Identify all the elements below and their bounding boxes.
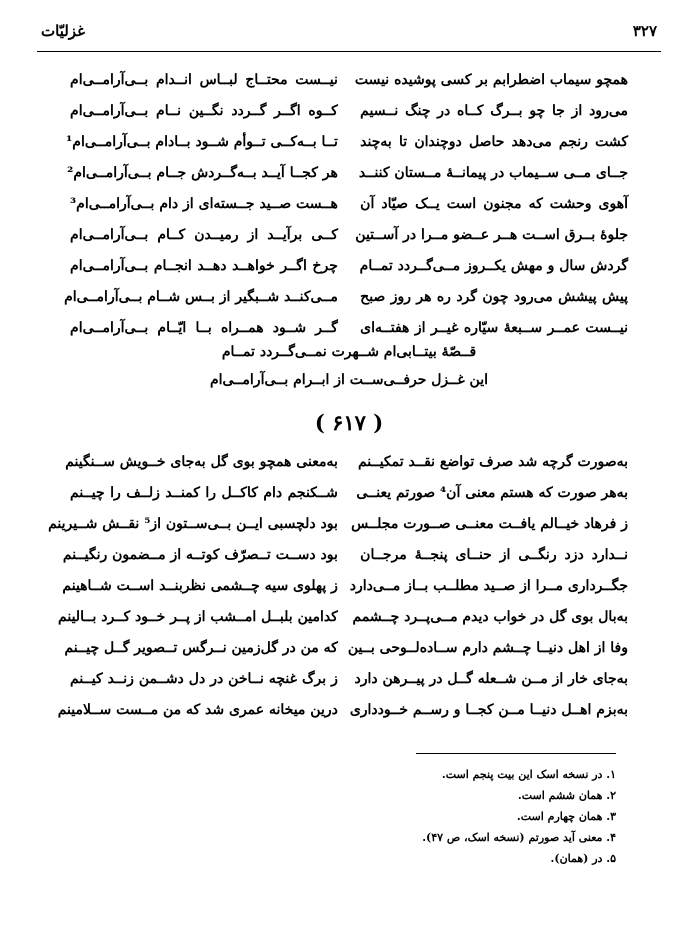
footnote: ۱. در نسخه اسک این بیت پنجم است. [441, 768, 616, 781]
couplet [70, 188, 628, 219]
hemistich-second: نیــست محتــاج لبــاس انــدام بــی‌آرامــی‌ام [70, 71, 338, 88]
hemistich-first: به‌هر صورت که هستم معنی آن⁴ صورتم یعنــی [356, 484, 628, 501]
hemistich-second: بود دلچسبی ایــن بــی‌ســتون از⁵ نقــش شــیرینم [48, 515, 338, 532]
ghazal-617 [48, 446, 628, 725]
header-rule [37, 51, 661, 52]
hemistich-second: شــکنجم دام کاکــل را کمنــد زلــف را چیــنم [70, 484, 338, 501]
couplet [66, 126, 628, 157]
hemistich-first: نــدارد دزد رنگــی از حنــای پنجــهٔ مرجــان [360, 546, 628, 563]
couplet [70, 219, 628, 250]
closing-couplet [0, 338, 698, 394]
hemistich-first: به‌بزم اهــل دنیــا مــن کجــا و رســم خــودداری [349, 701, 628, 718]
hemistich-first: به‌جای خار از مــن شــعله گــل در پیــرهن دارد [354, 670, 628, 687]
hemistich-first: می‌رود از جا چو بــرگ کــاه در چنگ نــسیم [360, 102, 628, 119]
hemistich-first: جــای مــی ســیماب در پیمانــهٔ مــستان کننــد [358, 164, 628, 181]
hemistich-second: به‌معنی همچو بوی گل به‌جای خــویش ســنگینم [65, 453, 338, 470]
couplet [64, 632, 628, 663]
hemistich-first: پیش پیشش می‌رود چون گرد ره هر روز صبح [360, 288, 628, 305]
footnote: ۴. معنی آید صورتم (نسخه اسک، ص ۴۷). [422, 831, 616, 844]
ghazal-number: ( ۶۱۷ ) [314, 410, 384, 435]
couplet [58, 601, 628, 632]
hemistich-second: که من در گل‌زمین نــرگس تــصویر گــل چیــنم [64, 639, 338, 656]
hemistich-second: مــی‌کنــد شــبگیر از بــس شــام بــی‌آرامــی‌ام [64, 288, 338, 305]
couplet [70, 95, 628, 126]
page-header [37, 22, 661, 46]
hemistich-second: هــست صــید جــسته‌ای از دام بــی‌آرامــی‌ام³ [70, 195, 338, 212]
footnote: ۳. همان چهارم است. [516, 810, 616, 823]
couplet [48, 508, 628, 539]
couplet [67, 157, 628, 188]
closing-line-first: قــصّهٔ بیتــابی‌ام شــهرت نمــی‌گــردد تمــام [221, 344, 477, 360]
couplet [70, 477, 628, 508]
hemistich-first: جلوهٔ بــرق اســت هــر عــضو مــرا در آســتین [355, 226, 628, 243]
hemistich-first: به‌صورت گرچه شد صرف تواضع نقــد تمکیــنم [357, 453, 628, 470]
couplet [70, 663, 628, 694]
couplet [62, 539, 628, 570]
hemistich-first: ز فرهاد خیــالم یافــت معنــی صــورت مجلــس [351, 515, 628, 532]
couplet [65, 446, 628, 477]
hemistich-first: گردش سال و مهش یکــروز مــی‌گــردد تمــام [359, 257, 628, 274]
hemistich-second: کدامین بلبــل امــشب از پــر خــود کــرد بــالینم [58, 608, 338, 625]
couplet [64, 281, 628, 312]
page-number: ۳۲۷ [632, 22, 657, 40]
footnote-rule [416, 753, 616, 754]
hemistich-second: کــی برآیــد از رمیــدن کــام بــی‌آرامــی‌ام [70, 226, 338, 243]
footnotes [96, 764, 616, 869]
hemistich-second: هر کجــا آیــد بــه‌گــردش جــام بــی‌آرامــی‌ام² [67, 164, 338, 181]
hemistich-second: چرخ اگــر خواهــد دهــد انجــام بــی‌آرامــی‌ام [70, 257, 338, 274]
hemistich-first: آهوی وحشت که مجنون است یــک صیّاد آن [360, 195, 628, 212]
hemistich-second: ز برگ غنچه نــاخن در دل دشــمن زنــد کیــنم [70, 670, 338, 687]
hemistich-second: ز پهلوی سیه چــشمی نظربنــد اســت شــاهینم [62, 577, 338, 594]
footnote: ۵. در (همان). [550, 852, 616, 865]
hemistich-first: همچو سیماب اضطرابم بر کسی پوشیده نیست [354, 71, 628, 88]
ghazal-616-continued [64, 64, 628, 343]
hemistich-second: تــا بــه‌کــی تــوأم شــود بــادام بــی‌آرامــی‌ام¹ [66, 133, 338, 150]
hemistich-second: کــوه اگــر گــردد نگــین نــام بــی‌آرامــی‌ام [70, 102, 338, 119]
hemistich-second: گــر شــود همــراه بــا ایّــام بــی‌آرامــی‌ام [70, 319, 338, 336]
hemistich-first: جگــرداری مــرا از صــید مطلــب بــاز مــی‌دارد [349, 577, 628, 594]
footnote: ۲. همان ششم است. [517, 789, 616, 802]
hemistich-second: بود دســت تــصرّف کوتــه از مــضمون رنگیــنم [62, 546, 338, 563]
couplet [62, 570, 628, 601]
running-title: غزلیّات [41, 22, 85, 40]
hemistich-first: نیــست عمــر ســبعهٔ سیّاره غیــر از هفتــه‌ای [360, 319, 628, 336]
hemistich-second: درین میخانه عمری شد که من مــست ســلامینم [57, 701, 338, 718]
hemistich-first: کشت رنجم می‌دهد حاصل دوچندان تا به‌چند [360, 133, 628, 150]
couplet [57, 694, 628, 725]
hemistich-first: وفا از اهل دنیــا چــشم دارم ســاده‌لــوحی بــین [347, 639, 628, 656]
couplet [70, 250, 628, 281]
couplet [70, 64, 628, 95]
hemistich-first: به‌بال بوی گل در خواب دیدم مــی‌پــرد چــشمم [352, 608, 628, 625]
closing-line-second: این غــزل حرفــی‌ســت از ابــرام بــی‌آرامــی‌ام [209, 372, 489, 388]
